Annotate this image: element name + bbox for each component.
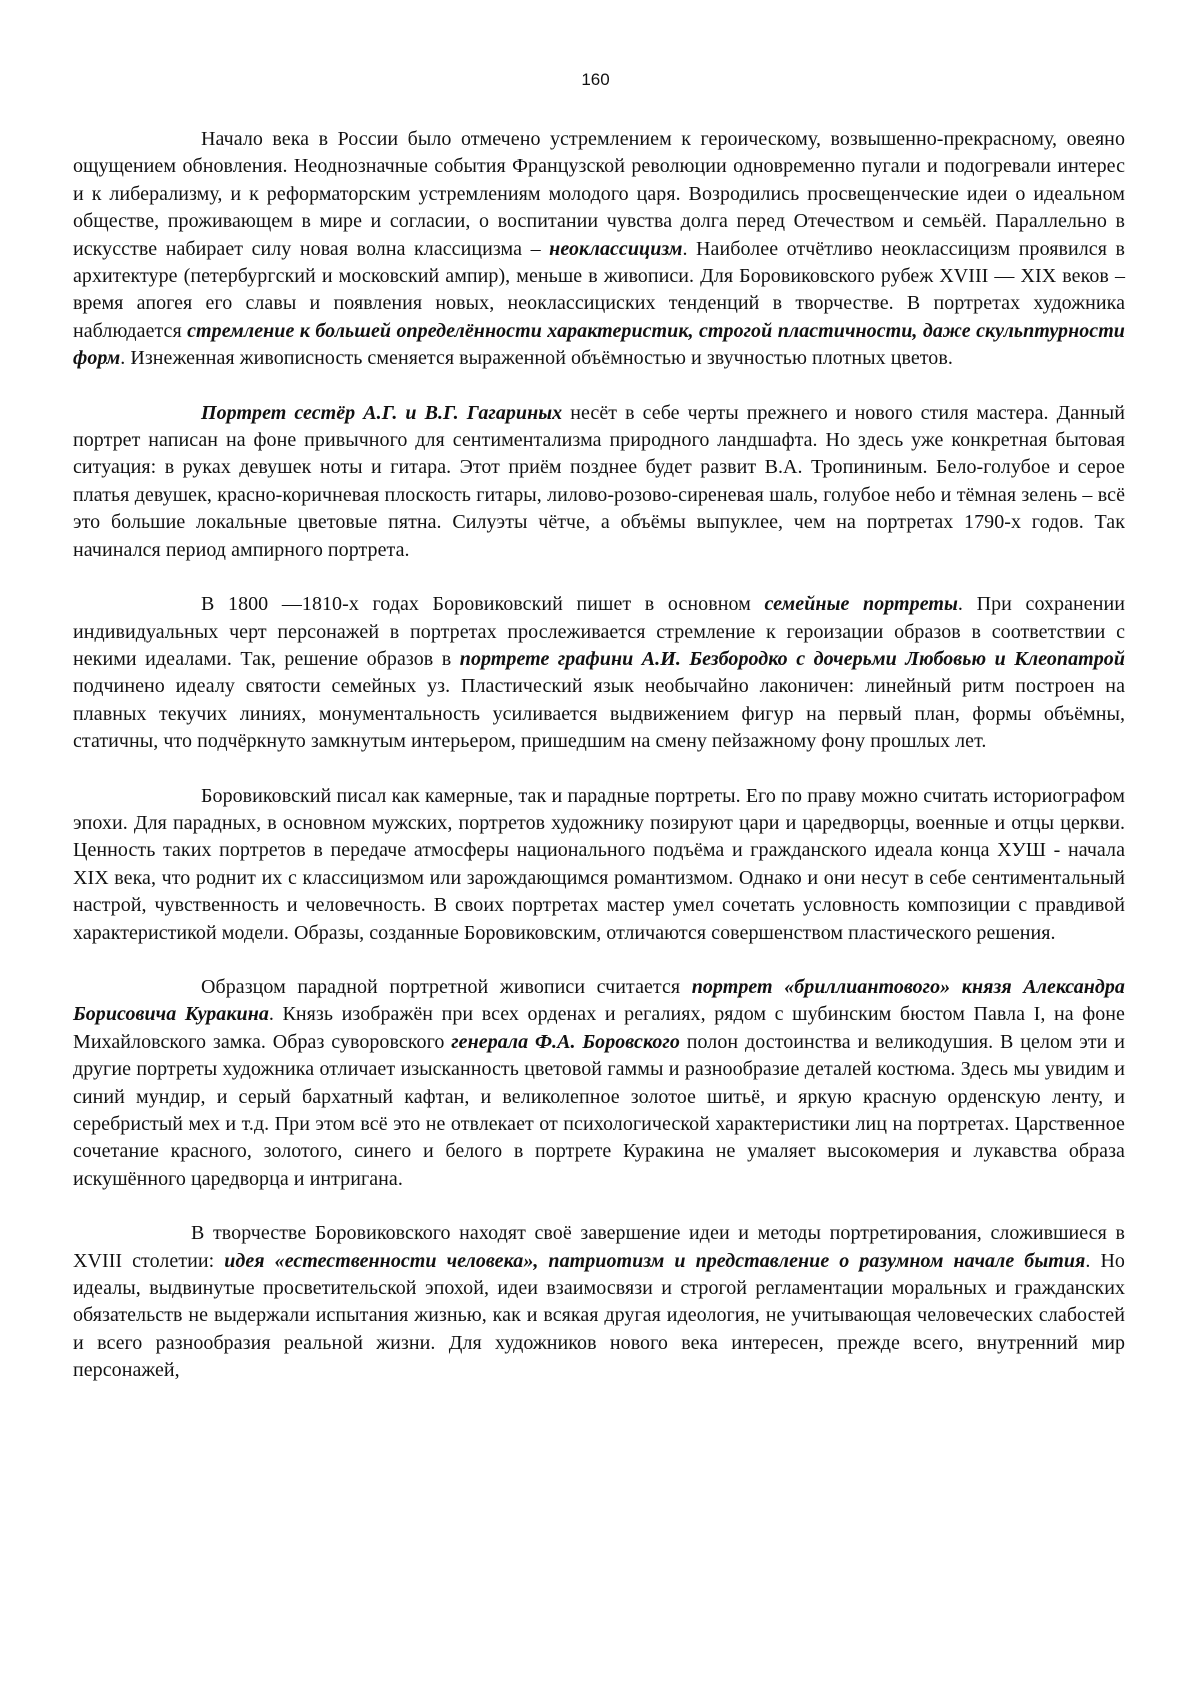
document-body: [73, 126, 1125, 1385]
paragraph-6: [73, 1220, 1125, 1384]
emphasis-borovsky-general: генерала Ф.А. Боровского: [451, 1030, 680, 1053]
emphasis-bezborodko-portrait: портрете графини А.И. Безбородко с дочерьми Любовью и Клеопатрой: [459, 647, 1125, 670]
paragraph-3: [73, 591, 1125, 755]
emphasis-neoclassicism: неоклассицизм: [549, 237, 683, 260]
text-run: В творчестве Боровиковского находят своё завершение идеи и методы портретирования, сложившиеся в XVIII столетии:: [73, 1222, 1125, 1272]
page-number: 160: [581, 70, 610, 89]
text-run: . Князь изображён при всех орденах и регалиях, рядом с шубинским бюстом Павла I, на фоне Михайловского замка. Образ суворовского: [73, 1003, 1125, 1053]
text-run: Образцом парадной портретной живописи считается: [201, 975, 692, 998]
paragraph-4: [73, 783, 1125, 947]
text-run: полон достоинства и великодушия. В целом эти и другие портреты художника отличает изысканность цветовой гаммы и разнообразие деталей костюма. Здесь мы увидим и синий мундир, и серый бархатный кафтан, и великолепное золотое шитьё, и яркую красную орденскую ленту, и серебристый мех и т.д. При этом всё это не отвлекает от психологической характеристики лиц на портретах. Царственное сочетание красного, золотого, синего и белого в портрете Куракина не умаляет высокомерия и лукавства образа искушённого царедворца и интригана.: [73, 1030, 1126, 1190]
text-run: Боровиковский писал как камерные, так и парадные портреты. Его по праву можно считать историографом эпохи. Для парадных, в основном мужских, портретов художнику позируют цари и царедворцы, военные и отцы церкви. Ценность таких портретов в передаче атмосферы национального подъёма и гражданского идеала конца ХУШ - начала XIX века, что роднит их с классицизмом или зарождающимся романтизмом. Однако и они несут в себе сентиментальный настрой, чувственность и человечность. В своих портретах мастер умел сочетать условность композиции с правдивой характеристикой модели. Образы, созданные Боровиковским, отличаются совершенством пластического решения.: [73, 784, 1125, 944]
emphasis-family-portraits: семейные портреты: [764, 593, 958, 616]
text-run: Начало века в России было отмечено устремлением к героическому, возвышенно-прекрасному, овеяно ощущением обновления. Неоднозначные события Французской революции одновременно пугали и подогревали интерес и к либерализму, и к реформаторским устремлениям молодого царя. Возродились просвещенческие идеи о идеальном обществе, проживающем в мире и согласии, о воспитании чувства долга перед Отечеством и семьёй. Параллельно в искусстве набирает силу новая волна классицизма –: [73, 128, 1125, 260]
emphasis-portrait-traits: стремление к большей определённости характеристик, строгой пластичности, даже скульптурности форм: [73, 319, 1125, 370]
text-run: . Изнеженная живописность сменяется выраженной объёмностью и звучностью плотных цветов.: [120, 347, 953, 370]
text-run: . При сохранении индивидуальных черт персонажей в портретах прослеживается стремление к героизации образов в соответствии с некими идеалами. Так, решение образов в: [73, 593, 1125, 670]
text-run: несёт в себе черты прежнего и нового стиля мастера. Данный портрет написан на фоне привычного для сентиментализма природного ландшафта. Но здесь уже конкретная бытовая ситуация: в руках девушек ноты и гитара. Этот приём позднее будет развит В.А. Тропининым. Бело-голубое и серое платья девушек, красно-коричневая плоскость гитары, лилово-розово-сиреневая шаль, голубое небо и тёмная зелень – всё это большие локальные цветовые пятна. Силуэты чётче, а объёмы выпуклее, чем на портретах 1790-х годов. Так начинался период ампирного портрета.: [73, 401, 1125, 561]
text-run: . Наиболее отчётливо неоклассицизм проявился в архитектуре (петербургский и московский ампир), меньше в живописи. Для Боровиковского рубеж XVIII — XIX веков – время апогея его славы и появления новых, неоклассициских тенденций в творчестве. В портретах художника наблюдается: [73, 237, 1125, 342]
emphasis-enlightenment-ideas: идея «естественности человека», патриотизм и представление о разумном начале бытия: [224, 1249, 1086, 1272]
text-run: В 1800 —1810-х годах Боровиковский пишет в основном: [201, 593, 765, 616]
paragraph-1: [73, 126, 1125, 373]
text-run: . Но идеалы, выдвинутые просветительской эпохой, идеи взаимосвязи и строгой регламентации моральных и гражданских обязательств не выдержали испытания жизнью, как и всякая другая идеология, не учитывающая человеческих слабостей и всего разнообразия реальной жизни. Для художников нового века интересен, прежде всего, внутренний мир персонажей,: [73, 1249, 1125, 1382]
text-run: подчинено идеалу святости семейных уз. Пластический язык необычайно лаконичен: линейный ритм построен на плавных текучих линиях, монументальность усиливается выдвижением фигур на первый план, формы объёмны, статичны, что подчёркнуто замкнутым интерьером, пришедшим на смену пейзажному фону прошлых лет.: [73, 675, 1125, 753]
emphasis-kurakin-portrait: портрет «бриллиантового» князя Александра Борисовича Куракина: [73, 975, 1125, 1026]
emphasis-gagarin-portrait: Портрет сестёр А.Г. и В.Г. Гагариных: [201, 401, 563, 424]
paragraph-2: [73, 400, 1125, 564]
paragraph-5: [73, 974, 1125, 1193]
